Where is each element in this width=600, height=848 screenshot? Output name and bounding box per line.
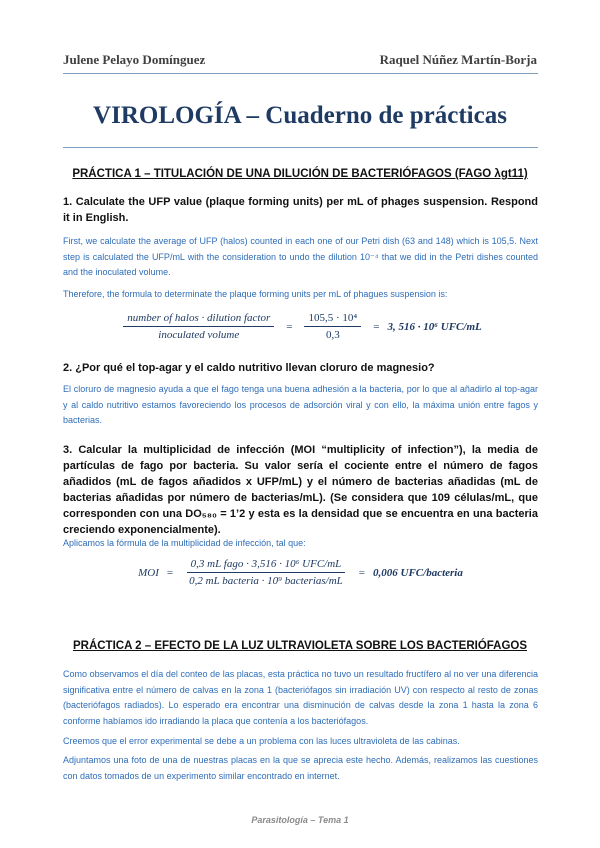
- equals-sign: =: [286, 320, 293, 333]
- formula-moi-result: 0,006 UFC/bacteria: [373, 566, 463, 579]
- page-footer: Parasitología – Tema 1: [251, 815, 349, 825]
- formula-moi: [63, 558, 538, 587]
- formula-ufp-denominator-right: 0,3: [325, 329, 340, 341]
- practica2-paragraph-1: Como observamos el día del conteo de las placas, esta práctica no tuvo un resultado fructífero al no ver una diferencia significativa entre el número de calvas en la zona 1 (bacteriófagos sin irradiación UV) con respecto al resto de zonas (bacteriófagos radiados). Lo esperado era encontrar una disminución de calvas desde la zona 1 hasta la zona 6 conforme habíamos ido irradiando la placa que contenía a los bacteriófagos.: [63, 669, 538, 726]
- formula-moi-fraction: [185, 558, 347, 587]
- formula-moi-denominator: 0,2 mL bacteria · 10⁹ bacterias/mL: [189, 575, 343, 587]
- question-1: 1. Calculate the UFP value (plaque forming units) per mL of phages suspension. Respond it in English.: [63, 196, 538, 224]
- practica2-paragraph-2: Creemos que el error experimental se debe a un problema con las luces ultravioleta de las cabinas.: [63, 736, 460, 746]
- formula-ufp-result: 3, 516 · 10⁶ UFC/mL: [387, 320, 482, 333]
- document-title: VIROLOGÍA – Cuaderno de prácticas: [93, 102, 507, 129]
- formula-ufp-fraction-right: [304, 312, 361, 341]
- equals-sign: =: [373, 320, 380, 333]
- formula-ufp-numerator-right: 105,5 · 10⁴: [304, 312, 361, 327]
- title-rule: [63, 147, 538, 148]
- question-3: 3. Calcular la multiplicidad de infección (MOI “multiplicity of infection”), la media de partículas de fago por bacteria. Su valor sería el cociente entre el número de fagos añadidos (mL de fagos añadidos x UFP/mL) y el número de bacterias añadidas (mL de bacterias añadidas por número de bacterias/mL). (Se considera que 109 células/mL, que corresponden con una DO₅₈₀ = 1’2 y esta es la densidad que se encuentra en una bacteria creciendo exponencialmente).: [63, 444, 538, 536]
- answer-3: Aplicamos la fórmula de la multiplicidad de infección, tal que:: [63, 538, 306, 548]
- question-2: 2. ¿Por qué el top-agar y el caldo nutritivo llevan cloruro de magnesio?: [63, 362, 435, 374]
- formula-ufp-denominator-left: inoculated volume: [158, 329, 240, 341]
- practica2-paragraph-3: Adjuntamos una foto de una de nuestras placas en la que se aprecia este hecho. Además, realizamos las cuestiones con datos tomados de un experimento similar encontrado en internet.: [63, 755, 538, 781]
- formula-moi-numerator: 0,3 mL fago · 3,516 · 10⁶ UFC/mL: [187, 558, 346, 573]
- equals-sign: =: [166, 566, 174, 579]
- formula-ufp-fraction-left: [123, 312, 274, 341]
- practica2-heading: PRÁCTICA 2 – EFECTO DE LA LUZ ULTRAVIOLETA SOBRE LOS BACTERIÓFAGOS: [72, 640, 528, 652]
- answer-1-paragraph-2: Therefore, the formula to determinate the plaque forming units per mL of phagues suspension is:: [63, 289, 448, 299]
- answer-2: El cloruro de magnesio ayuda a que el fago tenga una buena adhesión a la bacteria, por lo que al añadirlo al top-agar y al caldo nutritivo estamos favoreciendo los procesos de adsorción viral y con ello, la máxima unión entre fagos y bacterias.: [63, 384, 538, 425]
- answer-1-paragraph-1: First, we calculate the average of UFP (halos) counted in each one of our Petri dish (63 and 148) which is 105,5. Next step is calculated the UFP/mL with the consideration to undo the dilution 10⁻⁴ that we did in the Petri dishes counted and the inoculated volume.: [63, 236, 538, 277]
- formula-ufp-numerator-left: number of halos · dilution factor: [123, 312, 274, 327]
- header-rule: [63, 73, 538, 74]
- practica1-heading: PRÁCTICA 1 – TITULACIÓN DE UNA DILUCIÓN DE BACTERIÓFAGOS (FAGO λgt11): [72, 168, 528, 180]
- header-author-right: Raquel Núñez Martín-Borja: [379, 52, 537, 67]
- header-author-left: Julene Pelayo Domínguez: [63, 52, 206, 67]
- equals-sign: =: [358, 566, 366, 579]
- formula-moi-lhs: MOI: [138, 566, 159, 579]
- formula-ufp: [63, 312, 538, 341]
